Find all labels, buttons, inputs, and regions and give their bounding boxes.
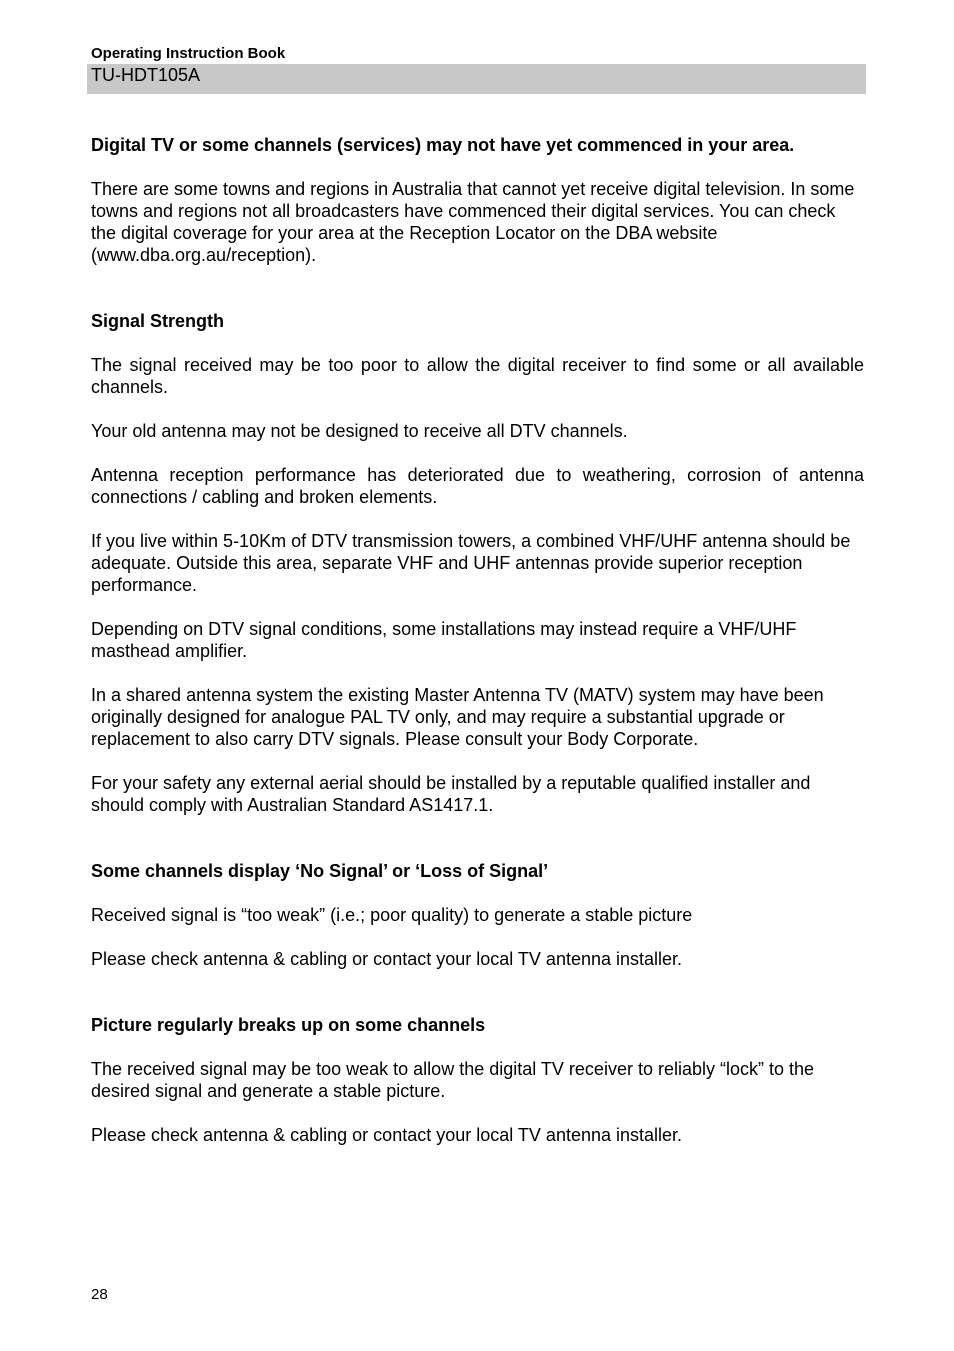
section-paragraph: Depending on DTV signal conditions, some installations may instead require a VHF/UHF masthead amplifier. <box>91 619 797 661</box>
section-paragraph: Received signal is “too weak” (i.e.; poor quality) to generate a stable picture <box>91 905 693 925</box>
section-heading-no-signal: Some channels display ‘No Signal’ or ‘Loss of Signal’ <box>91 861 549 881</box>
section-paragraph: Antenna reception performance has deteriorated due to weathering, corrosion of antenna connections / cabling and broken elements. <box>91 465 864 507</box>
section-paragraph: In a shared antenna system the existing Master Antenna TV (MATV) system may have been originally designed for analogue PAL TV only, and may require a substantial upgrade or replacement to also carry DTV signals. Please consult your Body Corporate. <box>91 685 824 749</box>
section-paragraph: For your safety any external aerial should be installed by a reputable qualified installer and should comply with Australian Standard AS1417.1. <box>91 773 811 815</box>
section-paragraph: If you live within 5-10Km of DTV transmission towers, a combined VHF/UHF antenna should be adequate. Outside this area, separate VHF and UHF antennas provide superior reception performance. <box>91 531 851 595</box>
section-paragraph: Your old antenna may not be designed to receive all DTV channels. <box>91 421 628 441</box>
header-model: TU-HDT105A <box>91 65 201 85</box>
page-content <box>91 134 864 1146</box>
section-heading-signal-strength: Signal Strength <box>91 311 225 331</box>
page-number: 28 <box>91 1286 108 1303</box>
section-paragraph: The signal received may be too poor to allow the digital receiver to find some or all available channels. <box>91 355 864 397</box>
section-heading-picture-breaks-up: Picture regularly breaks up on some channels <box>91 1015 486 1035</box>
header-book-label: Operating Instruction Book <box>91 45 286 62</box>
section-paragraph: Please check antenna & cabling or contact your local TV antenna installer. <box>91 949 683 969</box>
section-paragraph: The received signal may be too weak to allow the digital TV receiver to reliably “lock” to the desired signal and generate a stable picture. <box>91 1059 815 1101</box>
section-heading-digital-tv-availability: Digital TV or some channels (services) may not have yet commenced in your area. <box>91 135 795 155</box>
header-model-bar <box>87 64 866 94</box>
section-paragraph: Please check antenna & cabling or contact your local TV antenna installer. <box>91 1125 683 1145</box>
section-paragraph: There are some towns and regions in Australia that cannot yet receive digital television. In some towns and regions not all broadcasters have commenced their digital services. You can check the digital coverage for your area at the Reception Locator on the DBA website (www.dba.org.au/reception). <box>91 179 855 265</box>
